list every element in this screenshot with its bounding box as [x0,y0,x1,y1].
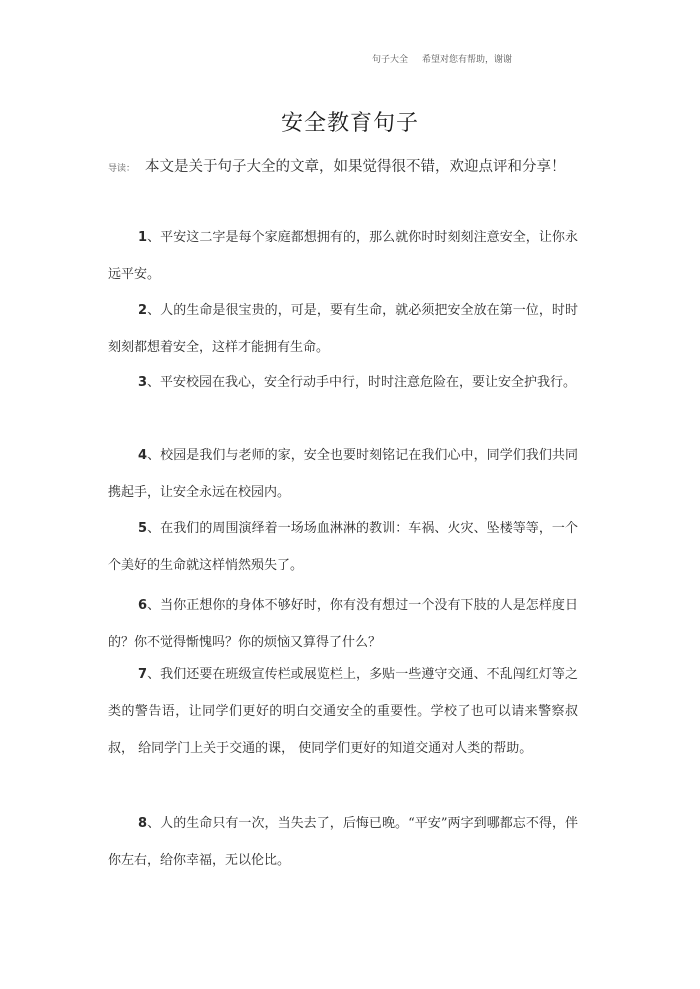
intro-label: 导读： [108,164,136,174]
list-item [108,292,578,366]
list-item [108,510,578,584]
list-item [108,805,578,879]
item-number: 1 [138,230,148,245]
item-text: 、我们还要在班级宣传栏或展览栏上，多贴一些遵守交通、不乱闯红灯等之类的警告语，让同学们更好的明白交通安全的重要性。学校了也可以请来警察叔叔， 给同学门上关于交通的课， 使同学们更好的知道交通对人类的帮助。 [108,667,578,756]
list-item [108,219,578,293]
item-text: 、人的生命只有一次，当失去了，后悔已晚。“平安”两字到哪都忘不得，伴你左右，给你幸福，无以伦比。 [108,816,578,868]
page-header [372,52,512,65]
item-number: 2 [138,303,148,318]
intro-text: 本文是关于句子大全的文章，如果觉得很不错，欢迎点评和分享！ [145,159,566,175]
item-number: 3 [138,375,148,390]
item-number: 4 [138,448,148,463]
intro-paragraph [108,152,578,185]
item-text: 、平安校园在我心，安全行动手中行，时时注意危险在，要让安全护我行。 [147,375,577,390]
item-text: 、在我们的周围演绎着一场场血淋淋的教训：车祸、火灾、坠楼等等，一个个美好的生命就这样悄然殒失了。 [108,521,578,573]
item-number: 6 [138,598,148,613]
list-item [108,364,578,401]
item-number: 8 [138,816,148,831]
item-number: 5 [138,521,148,536]
header-left: 句子大全 [372,55,409,65]
header-right: 希望对您有帮助，谢谢 [422,55,513,65]
item-text: 、校园是我们与老师的家，安全也要时刻铭记在我们心中，同学们我们共同携起手，让安全永远在校园内。 [108,448,578,500]
page-title: 安全教育句子 [280,111,419,136]
item-text: 、人的生命是很宝贵的，可是，要有生命，就必须把安全放在第一位，时时刻刻都想着安全，这样才能拥有生命。 [108,303,578,355]
list-item [108,587,578,661]
list-item [108,656,578,767]
list-item [108,437,578,511]
item-number: 7 [138,667,148,682]
item-text: 、平安这二字是每个家庭都想拥有的，那么就你时时刻刻注意安全，让你永远平安。 [108,230,578,282]
item-text: 、当你正想你的身体不够好时，你有没有想过一个没有下肢的人是怎样度日的？你不觉得惭愧吗？你的烦恼又算得了什么？ [108,598,578,650]
